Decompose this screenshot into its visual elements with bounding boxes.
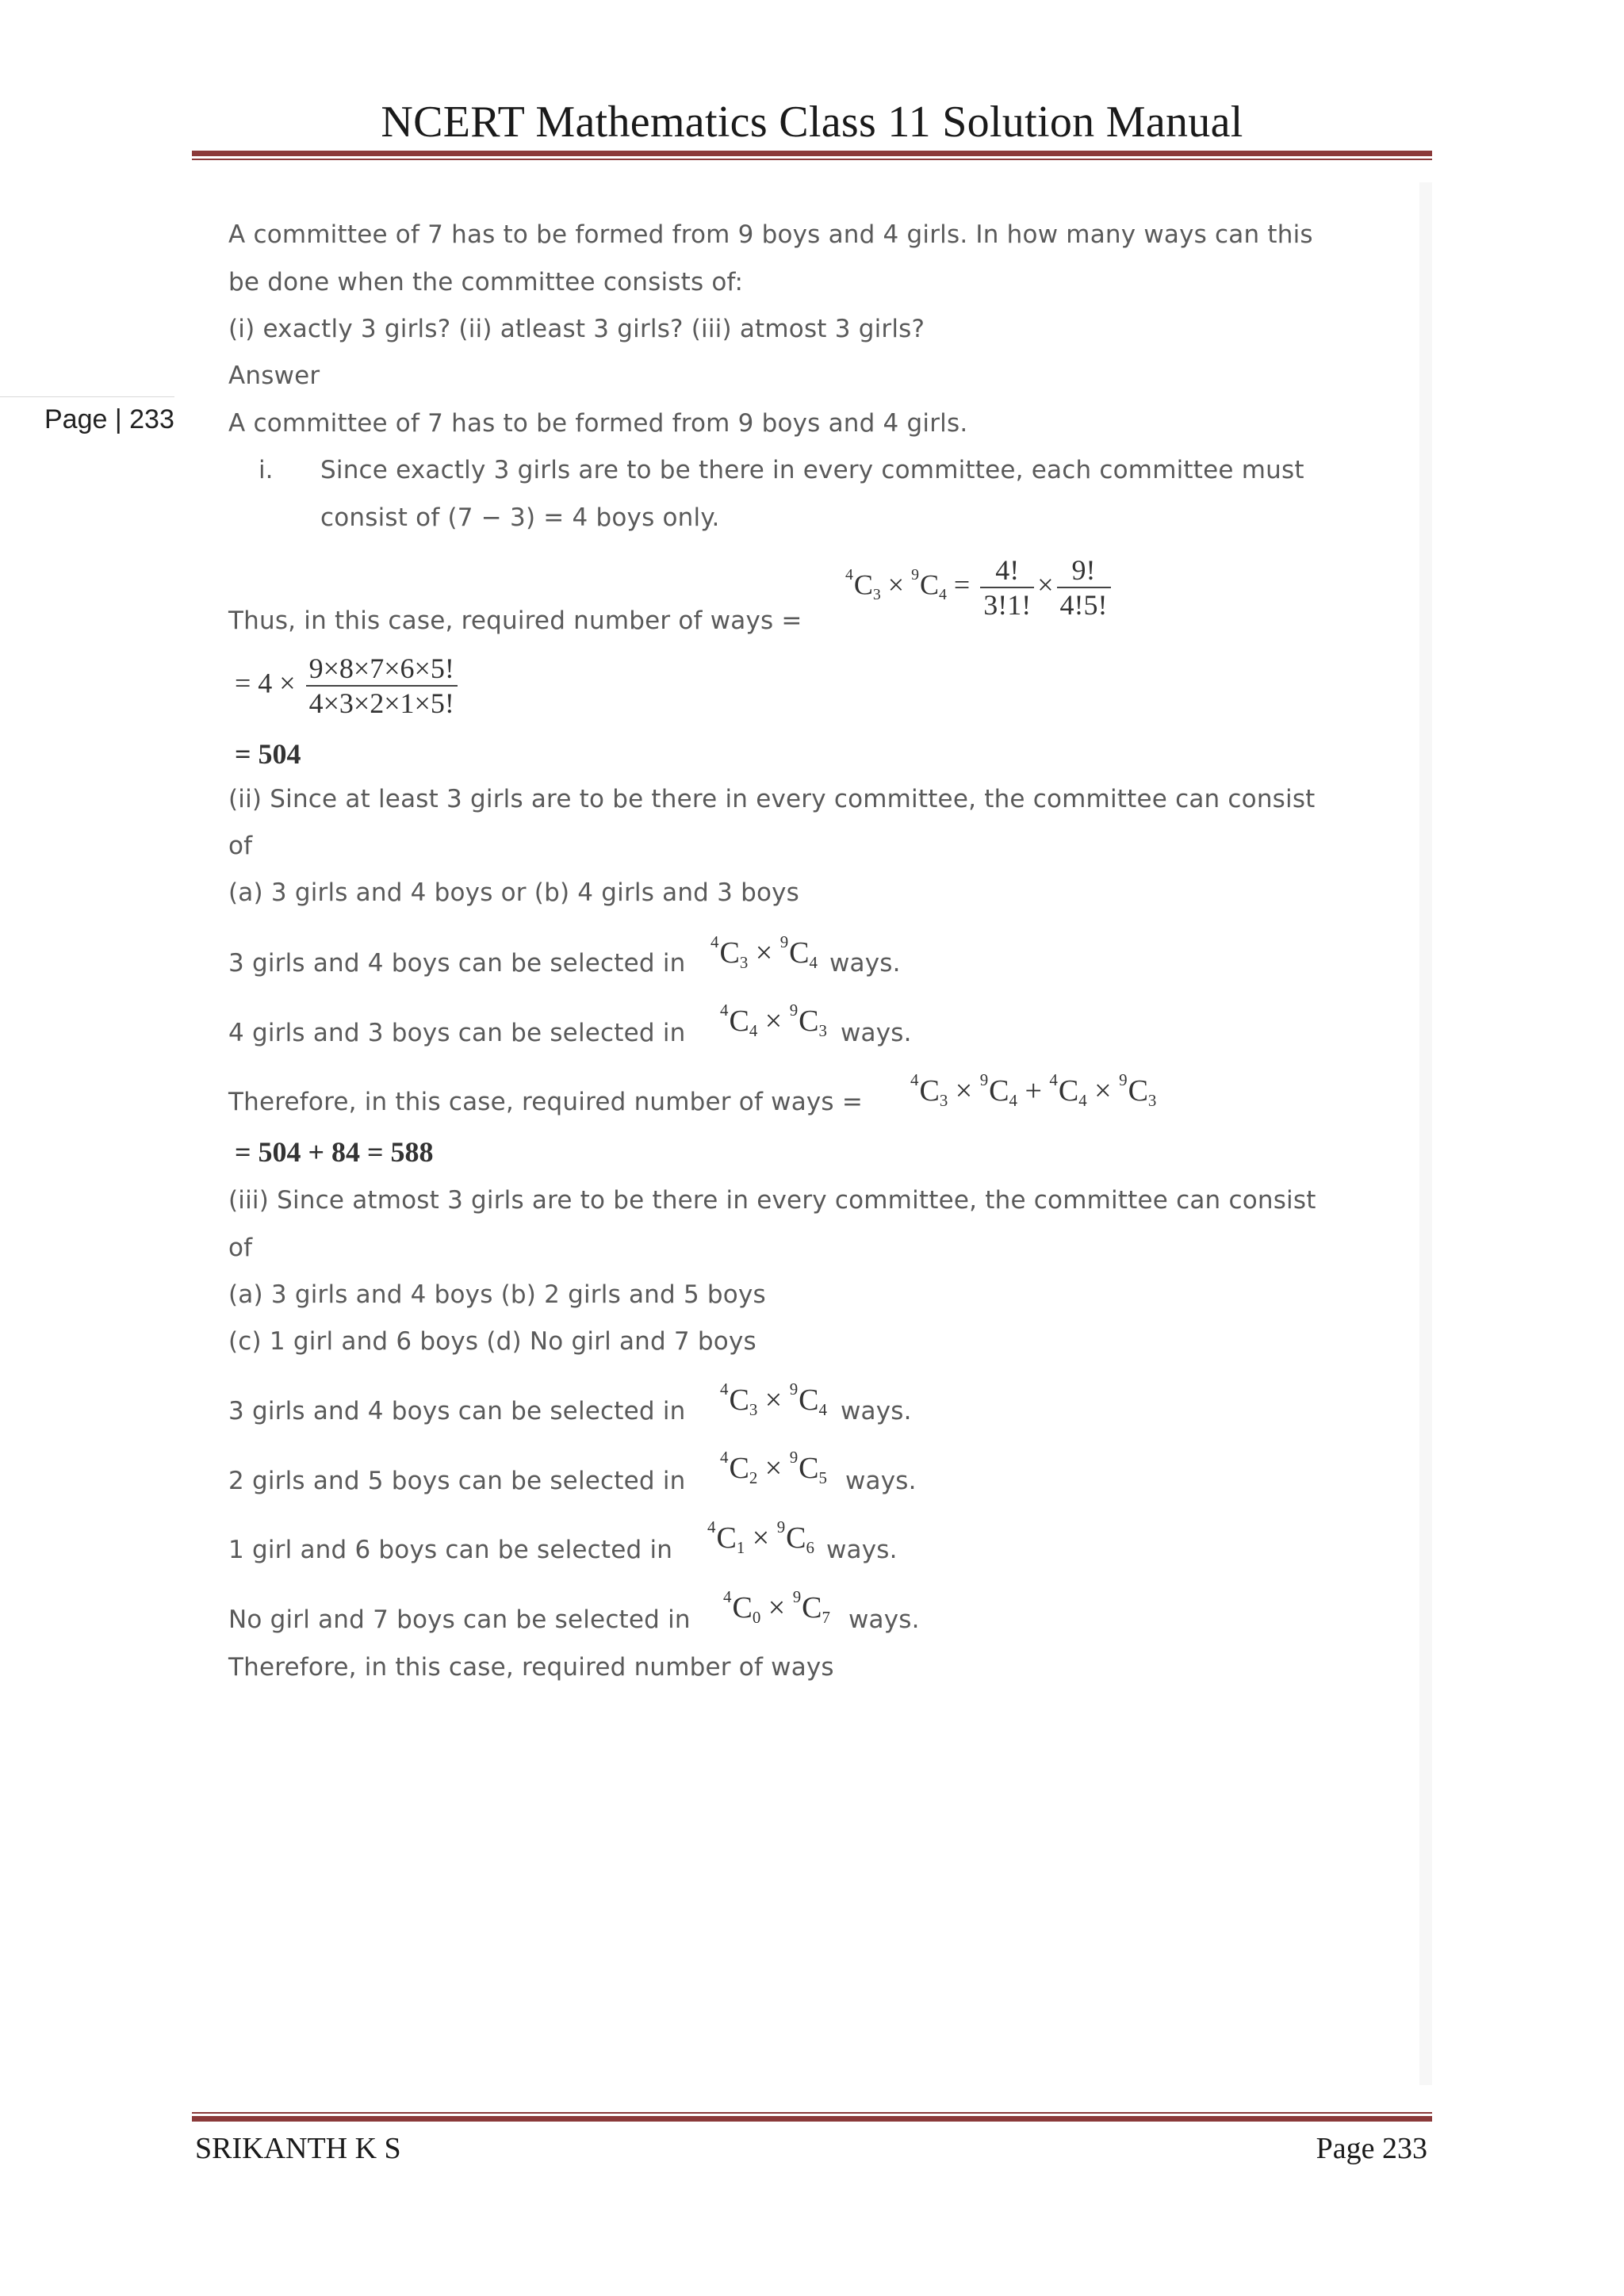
part3-formula-d: $^4C_0 \times ^9C_7$ — [723, 1587, 830, 1628]
footer-rule-thin — [192, 2112, 1432, 2114]
question-line-2: be done when the committee consists of: — [228, 268, 744, 297]
part3-therefore: Therefore, in this case, required number of ways — [228, 1653, 834, 1682]
part1-line-2: consist of (7 − 3) = 4 boys only. — [320, 503, 720, 532]
part2-line-3: (a) 3 girls and 4 boys or (b) 4 girls and 3 boys — [228, 878, 800, 907]
header-rule-thick — [192, 151, 1432, 156]
part1-expansion: = 4 × $\frac{9\times 8\times 7\times 6\times 5!}{4\times 3\times 2\times 1\times 5!}$ — [235, 652, 461, 720]
part3-formula-b: $^4C_2 \times ^9C_5$ — [720, 1448, 827, 1488]
part2-line-2: of — [228, 832, 253, 860]
part3-line-4: (c) 1 girl and 6 boys (d) No girl and 7 boys — [228, 1327, 756, 1356]
part3-line-1: (iii) Since atmost 3 girls are to be there in every committee, the committee can consist — [228, 1186, 1316, 1215]
part2-therefore: Therefore, in this case, required number of ways = — [228, 1088, 864, 1116]
part2-select-b: 4 girls and 3 boys can be selected in — [228, 1019, 686, 1047]
part3-formula-a: $^4C_3 \times ^9C_4$ — [720, 1380, 827, 1420]
side-divider — [0, 396, 174, 397]
part2-formula-b: $^4C_4 \times ^9C_3$ — [720, 1001, 827, 1041]
part3-select-d: No girl and 7 boys can be selected in — [228, 1605, 691, 1634]
part1-formula: $^4C_3 \times ^9C_4$ = $\frac{4!}{3!1!}$ × $\frac{9!}{4!5!}$ — [845, 553, 1114, 622]
part1-line-1: Since exactly 3 girls are to be there in every committee, each committee must — [320, 456, 1304, 484]
part2-line-1: (ii) Since at least 3 girls are to be there in every committee, the committee can consist — [228, 785, 1316, 813]
part1-result: = 504 — [235, 738, 301, 770]
part3-formula-c: $^4C_1 \times ^9C_6$ — [707, 1517, 814, 1558]
header-rule-thin — [192, 159, 1432, 160]
page-title: NCERT Mathematics Class 11 Solution Manual — [381, 98, 1243, 147]
part2-formula-a: $^4C_3 \times ^9C_4$ — [710, 932, 818, 973]
part3-line-3: (a) 3 girls and 4 boys (b) 2 girls and 5 boys — [228, 1280, 766, 1309]
answer-intro: A committee of 7 has to be formed from 9 boys and 4 girls. — [228, 409, 968, 438]
part3-ways-b: ways. — [845, 1467, 917, 1495]
question-line-1: A committee of 7 has to be formed from 9 boys and 4 girls. In how many ways can this — [228, 220, 1313, 249]
part3-ways-d: ways. — [848, 1605, 920, 1634]
part1-ways-text: Thus, in this case, required number of ways = — [228, 607, 802, 635]
part2-result: = 504 + 84 = 588 — [235, 1136, 434, 1168]
scan-edge-shade — [1419, 182, 1432, 2085]
footer-author: SRIKANTH K S — [195, 2132, 401, 2165]
part3-select-c: 1 girl and 6 boys can be selected in — [228, 1536, 673, 1564]
part1-numeral: i. — [259, 456, 274, 484]
part3-ways-a: ways. — [841, 1397, 912, 1425]
part3-select-a: 3 girls and 4 boys can be selected in — [228, 1397, 686, 1425]
footer-page-number: Page 233 — [1316, 2132, 1427, 2165]
side-page-label: Page | 233 — [44, 404, 174, 434]
part3-ways-c: ways. — [826, 1536, 898, 1564]
footer-rule-thick — [192, 2116, 1432, 2122]
answer-label: Answer — [228, 362, 320, 390]
part2-select-a: 3 girls and 4 boys can be selected in — [228, 949, 686, 978]
part3-select-b: 2 girls and 5 boys can be selected in — [228, 1467, 686, 1495]
question-line-3: (i) exactly 3 girls? (ii) atleast 3 girls? (iii) atmost 3 girls? — [228, 315, 925, 343]
part2-ways-a: ways. — [829, 949, 901, 978]
part3-line-2: of — [228, 1234, 253, 1262]
part2-formula-sum: $^4C_3 \times ^9C_4 + ^4C_4 \times ^9C_3$ — [910, 1070, 1157, 1111]
part2-ways-b: ways. — [841, 1019, 912, 1047]
